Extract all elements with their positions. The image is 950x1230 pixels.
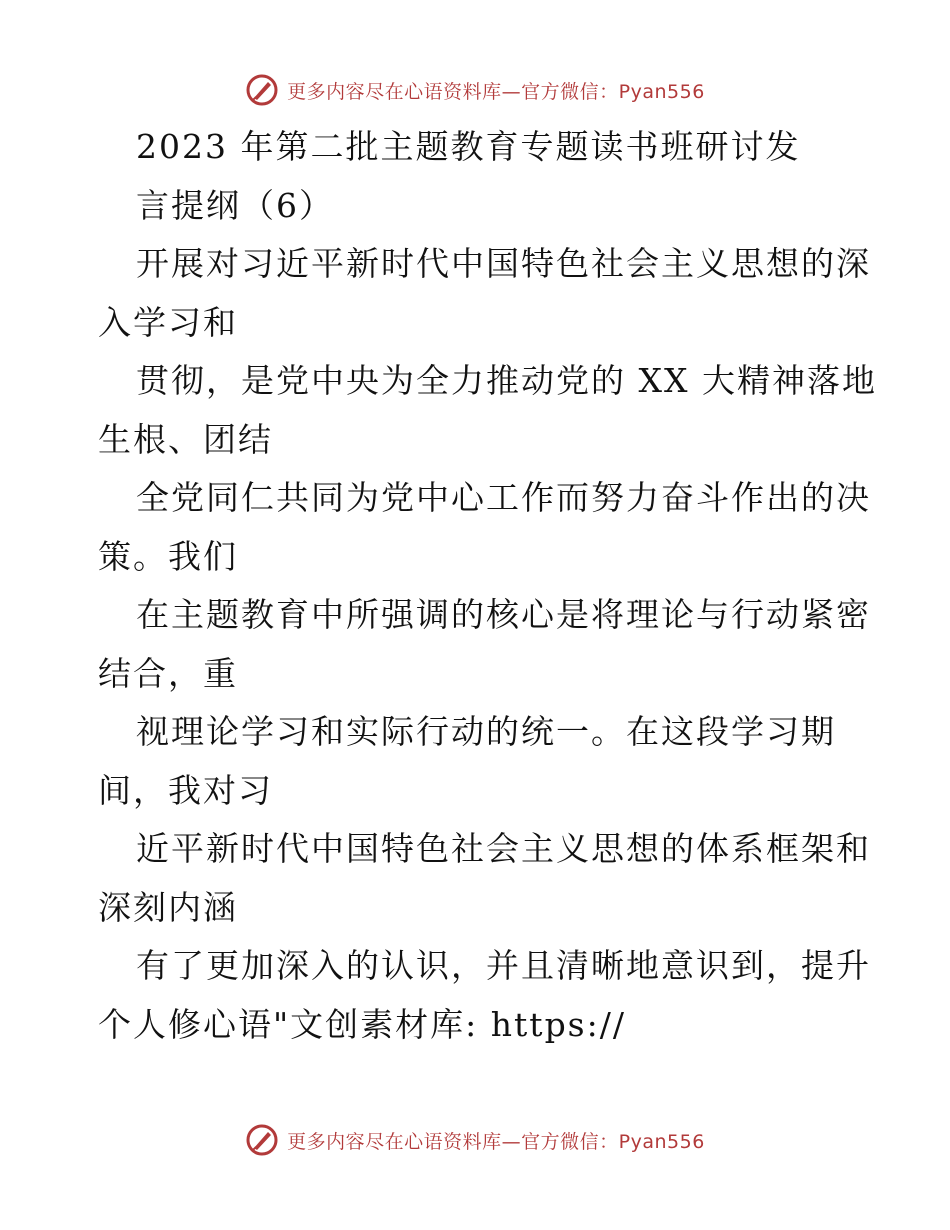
text-line: 结合，重 [98,653,238,693]
text-line: 近平新时代中国特色社会主义思想的体系框架和 [136,829,871,868]
text-line: 2023 年第二批主题教育专题读书班研讨发 [136,127,801,166]
banner-text: 更多内容尽在心语资料库—官方微信：Pyan556 [287,80,705,103]
text-line: 开展对习近平新时代中国特色社会主义思想的深 [136,244,871,283]
text-line: 全党同仁共同为党中心工作而努力奋斗作出的决 [136,478,871,517]
text-line: 间，我对习 [98,770,273,810]
text-line: 个人修心语"文创素材库: https:// [98,1004,626,1044]
text-line: 有了更加深入的认识，并且清晰地意识到，提升 [136,946,871,985]
banner-text: 更多内容尽在心语资料库—官方微信：Pyan556 [287,1130,705,1153]
header-banner [0,70,950,110]
text-line: 生根、团结 [98,419,273,459]
text-line: 视理论学习和实际行动的统一。在这段学习期 [136,712,836,751]
quill-pen-logo-icon [245,1123,279,1157]
text-line: 深刻内涵 [98,887,238,927]
text-line: 在主题教育中所强调的核心是将理论与行动紧密 [136,595,871,634]
text-line: 言提纲（6） [136,185,334,225]
text-line: 贯彻，是党中央为全力推动党的 XX 大精神落地 [136,361,877,400]
text-line: 策。我们 [98,536,238,576]
quill-pen-logo-icon [245,73,279,107]
text-line: 入学习和 [98,302,238,342]
document-body [98,118,877,1054]
footer-banner [0,1120,950,1160]
